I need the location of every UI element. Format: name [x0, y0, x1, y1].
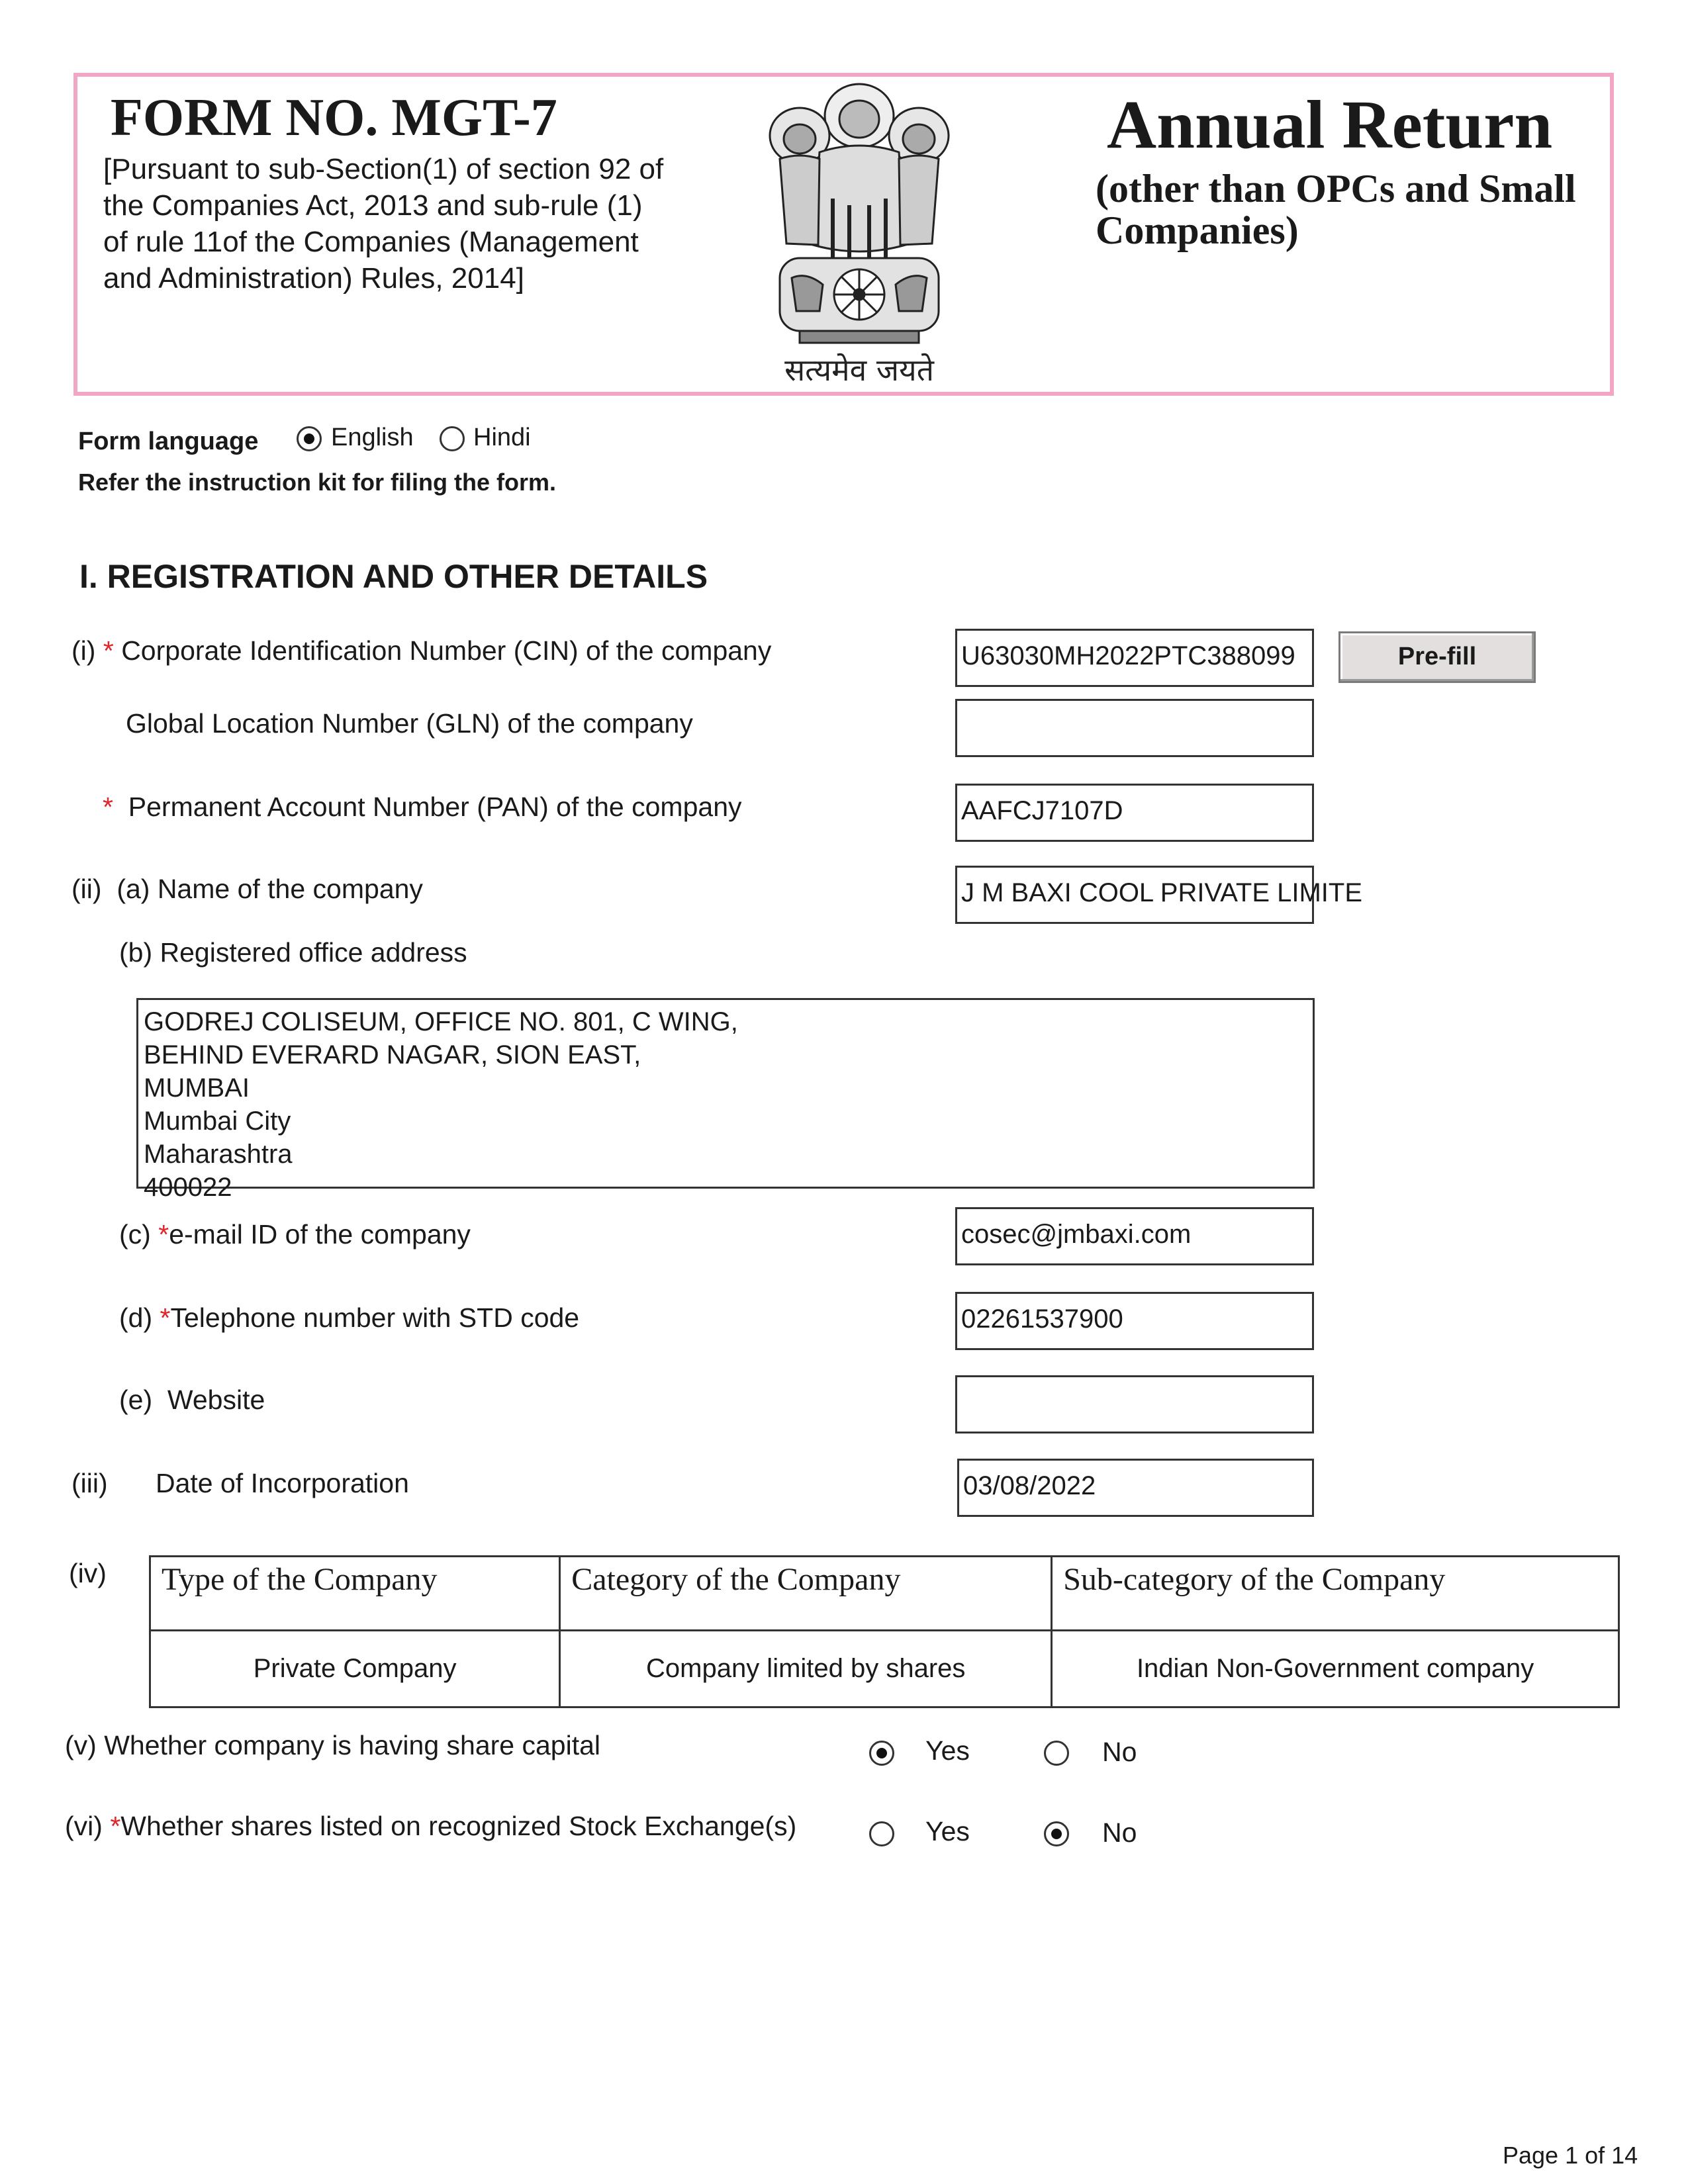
language-english-label: English	[331, 424, 414, 451]
incorporation-date-field[interactable]: 03/08/2022	[957, 1459, 1314, 1517]
language-hindi-radio[interactable]	[440, 426, 465, 451]
listed-no-label: No	[1102, 1817, 1137, 1848]
listed-label: (vi) *Whether shares listed on recognized Stock Exchange(s)	[65, 1811, 797, 1841]
pan-label: * Permanent Account Number (PAN) of the company	[103, 792, 742, 822]
company-type-table	[149, 1555, 1620, 1708]
national-emblem-icon	[740, 79, 978, 390]
table-header: Type of the Company	[150, 1557, 560, 1631]
share-capital-yes-label: Yes	[925, 1735, 970, 1766]
form-pursuant-text: [Pursuant to sub-Section(1) of section 92 of the Companies Act, 2013 and sub-rule (1) of rule 11of the Companies (Management and Administration) Rules, 2014]	[103, 153, 664, 295]
address-label: (b) Registered office address	[119, 937, 467, 968]
listed-yes-label: Yes	[925, 1816, 970, 1846]
form-language-label: Form language	[78, 428, 259, 455]
emblem-motto: सत्यमेव जयते	[784, 352, 934, 388]
company-name-field[interactable]: J M BAXI COOL PRIVATE LIMITE	[955, 866, 1314, 924]
section-title: I. REGISTRATION AND OTHER DETAILS	[79, 558, 708, 595]
form-title: Annual Return	[1107, 87, 1553, 163]
address-line: Maharashtra	[144, 1140, 293, 1169]
table-cell: Indian Non-Government company	[1052, 1631, 1619, 1707]
listed-no-radio[interactable]	[1044, 1821, 1069, 1846]
address-field[interactable]	[136, 998, 1315, 1202]
share-capital-no-radio[interactable]	[1044, 1741, 1069, 1766]
table-cell: Private Company	[150, 1631, 560, 1707]
website-field[interactable]	[955, 1375, 1314, 1433]
table-header: Sub-category of the Company	[1052, 1557, 1619, 1631]
form-subtitle: (other than OPCs and Small Companies)	[1096, 167, 1576, 252]
gln-field[interactable]	[955, 699, 1314, 757]
address-line: Mumbai City	[144, 1107, 291, 1136]
share-capital-label: (v) Whether company is having share capital	[65, 1730, 600, 1760]
instruction-note: Refer the instruction kit for filing the form.	[78, 469, 557, 496]
language-hindi-label: Hindi	[473, 424, 531, 451]
cin-field[interactable]: U63030MH2022PTC388099	[955, 629, 1314, 687]
share-capital-yes-radio[interactable]	[869, 1741, 894, 1766]
table-cell: Company limited by shares	[560, 1631, 1052, 1707]
website-label: (e) Website	[119, 1385, 265, 1415]
listed-yes-radio[interactable]	[869, 1821, 894, 1846]
company-type-number: (iv)	[69, 1558, 107, 1588]
address-line: MUMBAI	[144, 1073, 250, 1103]
telephone-label: (d) *Telephone number with STD code	[119, 1302, 580, 1333]
gln-label: Global Location Number (GLN) of the company	[126, 708, 693, 739]
address-line: 400022	[144, 1173, 232, 1202]
form-number: FORM NO. MGT-7	[111, 89, 557, 147]
language-english-radio[interactable]	[297, 426, 322, 451]
page-number: Page 1 of 14	[1503, 2142, 1638, 2169]
company-name-label: (ii) (a) Name of the company	[71, 874, 423, 904]
email-field[interactable]: cosec@jmbaxi.com	[955, 1207, 1314, 1265]
pan-field[interactable]: AAFCJ7107D	[955, 784, 1314, 842]
table-header: Category of the Company	[560, 1557, 1052, 1631]
telephone-field[interactable]: 02261537900	[955, 1292, 1314, 1350]
share-capital-no-label: No	[1102, 1737, 1137, 1767]
cin-label: (i) * Corporate Identification Number (CIN) of the company	[71, 635, 772, 666]
email-label: (c) *e-mail ID of the company	[119, 1219, 471, 1250]
address-line: BEHIND EVERARD NAGAR, SION EAST,	[144, 1040, 641, 1069]
prefill-button[interactable]: Pre-fill	[1338, 631, 1536, 683]
address-line: GODREJ COLISEUM, OFFICE NO. 801, C WING,	[144, 1007, 738, 1036]
incorporation-number: (iii)	[71, 1468, 108, 1498]
incorporation-label: Date of Incorporation	[156, 1468, 409, 1498]
